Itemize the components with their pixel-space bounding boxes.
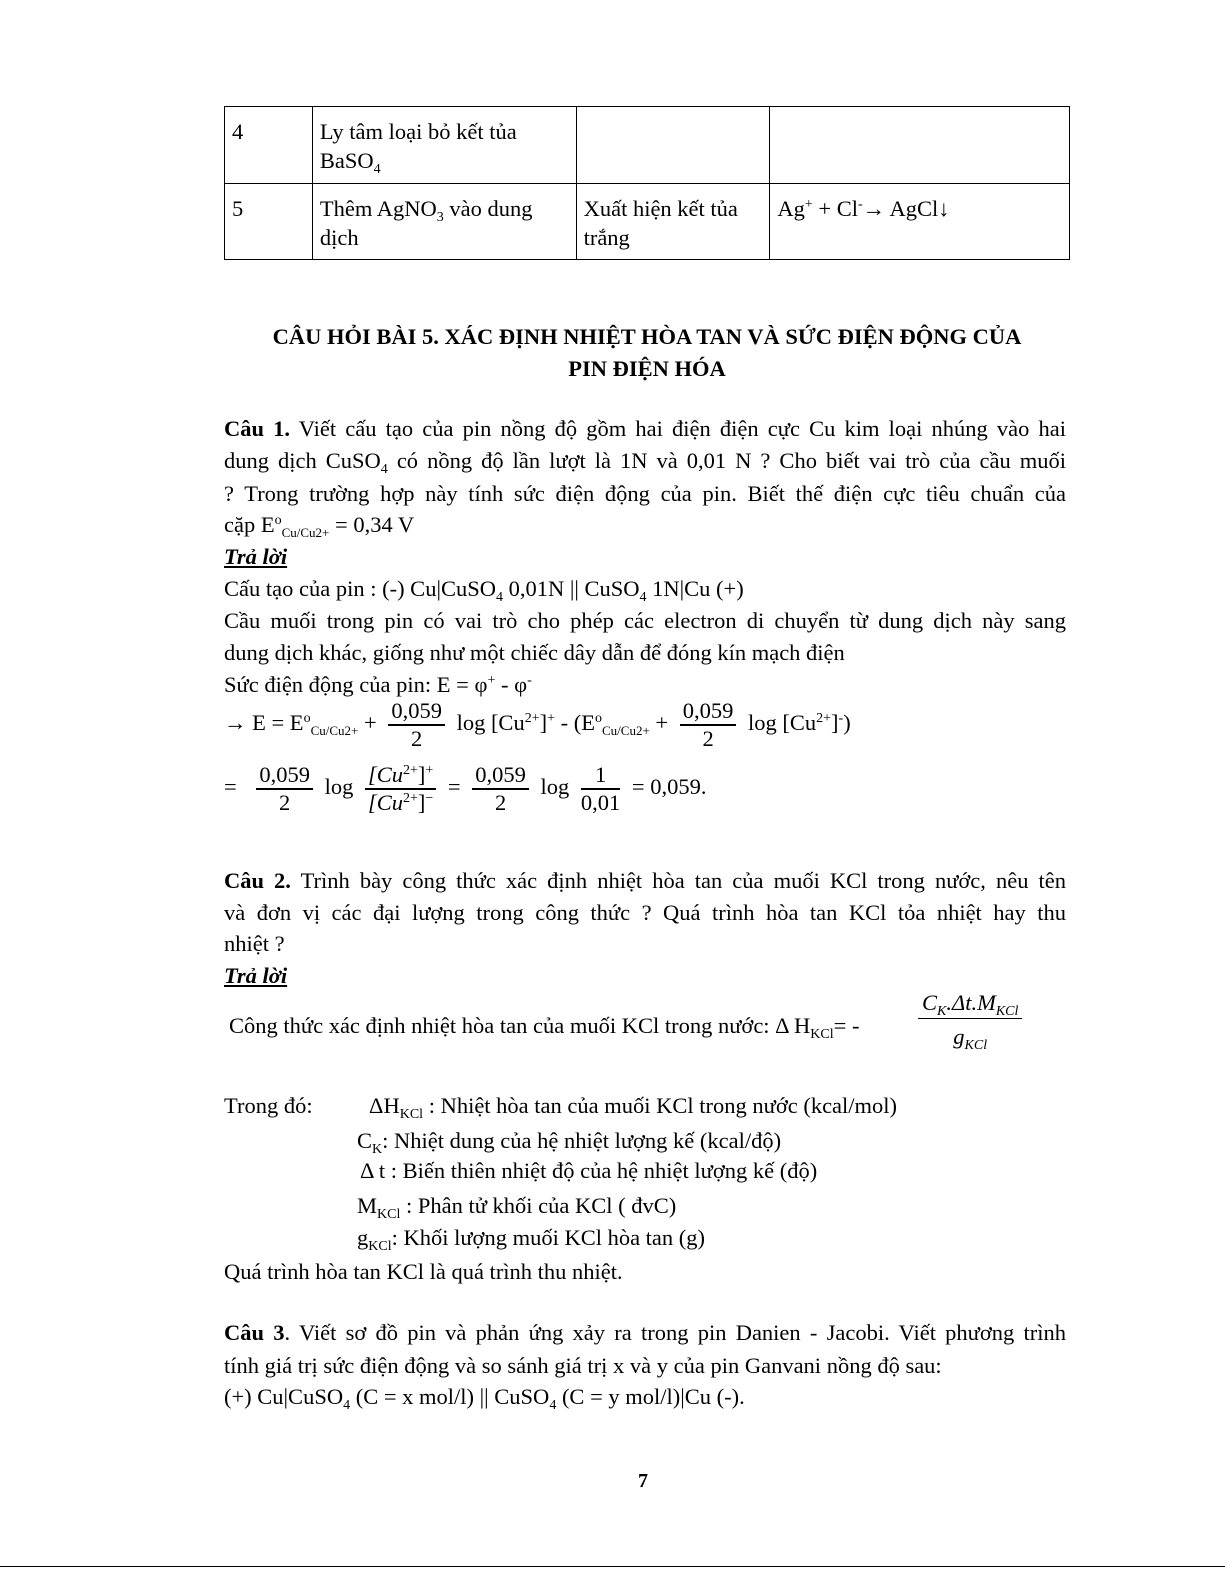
heat-formula: Công thức xác định nhiệt hòa tan của muối KCl trong nước: Δ $H_{KCl}=$ -	[229, 1013, 860, 1042]
answer-label: Trả lời	[224, 544, 288, 569]
equation: Ag+ + Cl-→ AgCl↓	[770, 184, 1070, 260]
step-number: 4	[225, 107, 313, 184]
definition: Δ t : Biến thiên nhiệt độ của hệ nhiệt lượng kế (độ)	[360, 1158, 818, 1183]
step-number: 5	[225, 184, 313, 260]
definition: $M_{KCl}$ : Phân tử khối của KCl ( đvC)	[357, 1193, 677, 1222]
section-heading: CÂU HỎI BÀI 5. XÁC ĐỊNH NHIỆT HÒA TAN VÀ SỨC ĐIỆN ĐỘNG CỦA PIN ĐIỆN HÓA	[272, 324, 1022, 381]
observation	[576, 107, 770, 184]
emf-formula-2: = $\frac{0,059}{2}$ log $\frac{[Cu^{2+}]^+}{[Cu^{2+}]^-}$ = $\frac{0,059}{2}$ log $\frac{1}{0,01}$ = 0,059.	[224, 762, 707, 815]
step-description: Thêm AgNO$_3$ vào dung dịch	[312, 184, 576, 260]
question-3: Câu 3. Viết sơ đồ pin và phản ứng xảy ra trong pin Danien - Jacobi. Viết phương trình	[224, 1320, 1066, 1345]
answer-label: Trả lời	[224, 963, 288, 988]
emf-formula-1: → $E = E^o_{Cu/Cu2+}$ + $\frac{0,059}{2}$ $\log [Cu^{2+}]^+ - (E^o_{Cu/Cu2+}$ + $\frac{0,059}{2}$ $\log [Cu^{2+}]^-$)	[224, 698, 851, 751]
equation	[770, 107, 1070, 184]
table-row	[225, 107, 1070, 184]
observation: Xuất hiện kết tủa trắng	[576, 184, 770, 260]
page-bottom-divider	[0, 1566, 1225, 1567]
table-row	[225, 184, 1070, 260]
question-1: Câu 1. Viết cấu tạo của pin nồng độ gồm hai điện điện cực Cu kim loại nhúng vào hai	[224, 416, 1066, 441]
heat-fraction: $C_K.\Delta t.M_{KCl}$ $g_{KCl}$	[918, 988, 1022, 1052]
definition: $g_{KCl}$: Khối lượng muối KCl hòa tan (g)	[357, 1225, 706, 1254]
experiment-table	[224, 106, 1070, 260]
definition: $C_K$: Nhiệt dung của hệ nhiệt lượng kế (kcal/độ)	[357, 1128, 782, 1157]
question-2: Câu 2. Trình bày công thức xác định nhiệt hòa tan của muối KCl trong nước, nêu tên	[224, 868, 1066, 893]
step-description: Ly tâm loại bỏ kết tủa BaSO$_4$	[312, 107, 576, 184]
document-page: 4 Ly tâm loại bỏ kết tủa BaSO$_4$ 5 Thêm AgNO$_3$ vào dung dịch Xuất hiện kết tủa trắng Ag+ + Cl-→ AgCl↓ CÂU HỎI BÀI 5. XÁC ĐỊNH NHIỆT HÒA TAN VÀ SỨC ĐIỆN ĐỘNG CỦA PIN ĐIỆN HÓA Câu 1. Viết cấu tạo của pin nồng độ gồm hai điện điện cực Cu kim loại nhúng vào hai dung dịch CuSO$_4$ có nồng độ lần lượt là 1N và 0,01 N ? Cho biết vai trò của cầu muối ? Trong trường hợp này tính sức điện động của pin. Biết thế điện cực tiêu chuẩn của cặp $E^o_{Cu/Cu2+} = 0,34$ V Trả lời Cấu tạo của pin : (-) Cu|CuSO$_4$ 0,01N || CuSO$_4$ 1N|Cu (+) Cầu muối trong pin có vai trò cho phép các electron di chuyển từ dung dịch này sang dung dịch khác, giống như một chiếc dây dẫn để đóng kín mạch điện Sức điện động của pin: E = φ+ - φ- → $E = E^o_{Cu/Cu2+}$ + $\frac{0,059}{2}$ $\log [Cu^{2+}]^+ - (E^o_{Cu/Cu2+}$ + $\frac{0,059}{2}$ $\log [Cu^{2+}]^-$) = $\frac{0,059}{2}$ log $\frac{[Cu^{2+}]^+}{[Cu^{2+}]^-}$ = $\frac{0,059}{2}$ log $\frac{1}{0,01}$ = 0,059. Câu 2. Trình bày công thức xác định nhiệt hòa tan của muối KCl trong nước, nêu tên và đơn vị các đại lượng trong công thức ? Quá trình hòa tan KCl tỏa nhiệt hay thu nhiệt ? Trả lời Công thức xác định nhiệt hòa tan của muối KCl trong nước: Δ $H_{KCl}=$ - $C_K.\Delta t.M_{KCl}$ $g_{KCl}$ Trong đó: $\Delta H_{KCl}$ : Nhiệt hòa tan của muối KCl trong nước (kcal/mol) $C_K$: Nhiệt dung của hệ nhiệt lượng kế (kcal/độ) Δ t : Biến thiên nhiệt độ của hệ nhiệt lượng kế (độ) $M_{KCl}$ : Phân tử khối của KCl ( đvC) $g_{KCl}$: Khối lượng muối KCl hòa tan (g) Quá trình hòa tan KCl là quá trình thu nhiệt. Câu 3. Viết sơ đồ pin và phản ứng xảy ra trong pin Danien - Jacobi. Viết phương trình tính giá trị sức điện động và so sánh giá trị x và y của pin Ganvani nồng độ sau: (+) Cu|CuSO$_4$ (C = x mol/l) || CuSO$_4$ (C = y mol/l)|Cu (-). 7	[0, 0, 1225, 1585]
page-number: 7	[638, 1470, 648, 1492]
definition: $\Delta H_{KCl}$ : Nhiệt hòa tan của muối KCl trong nước (kcal/mol)	[369, 1093, 898, 1122]
